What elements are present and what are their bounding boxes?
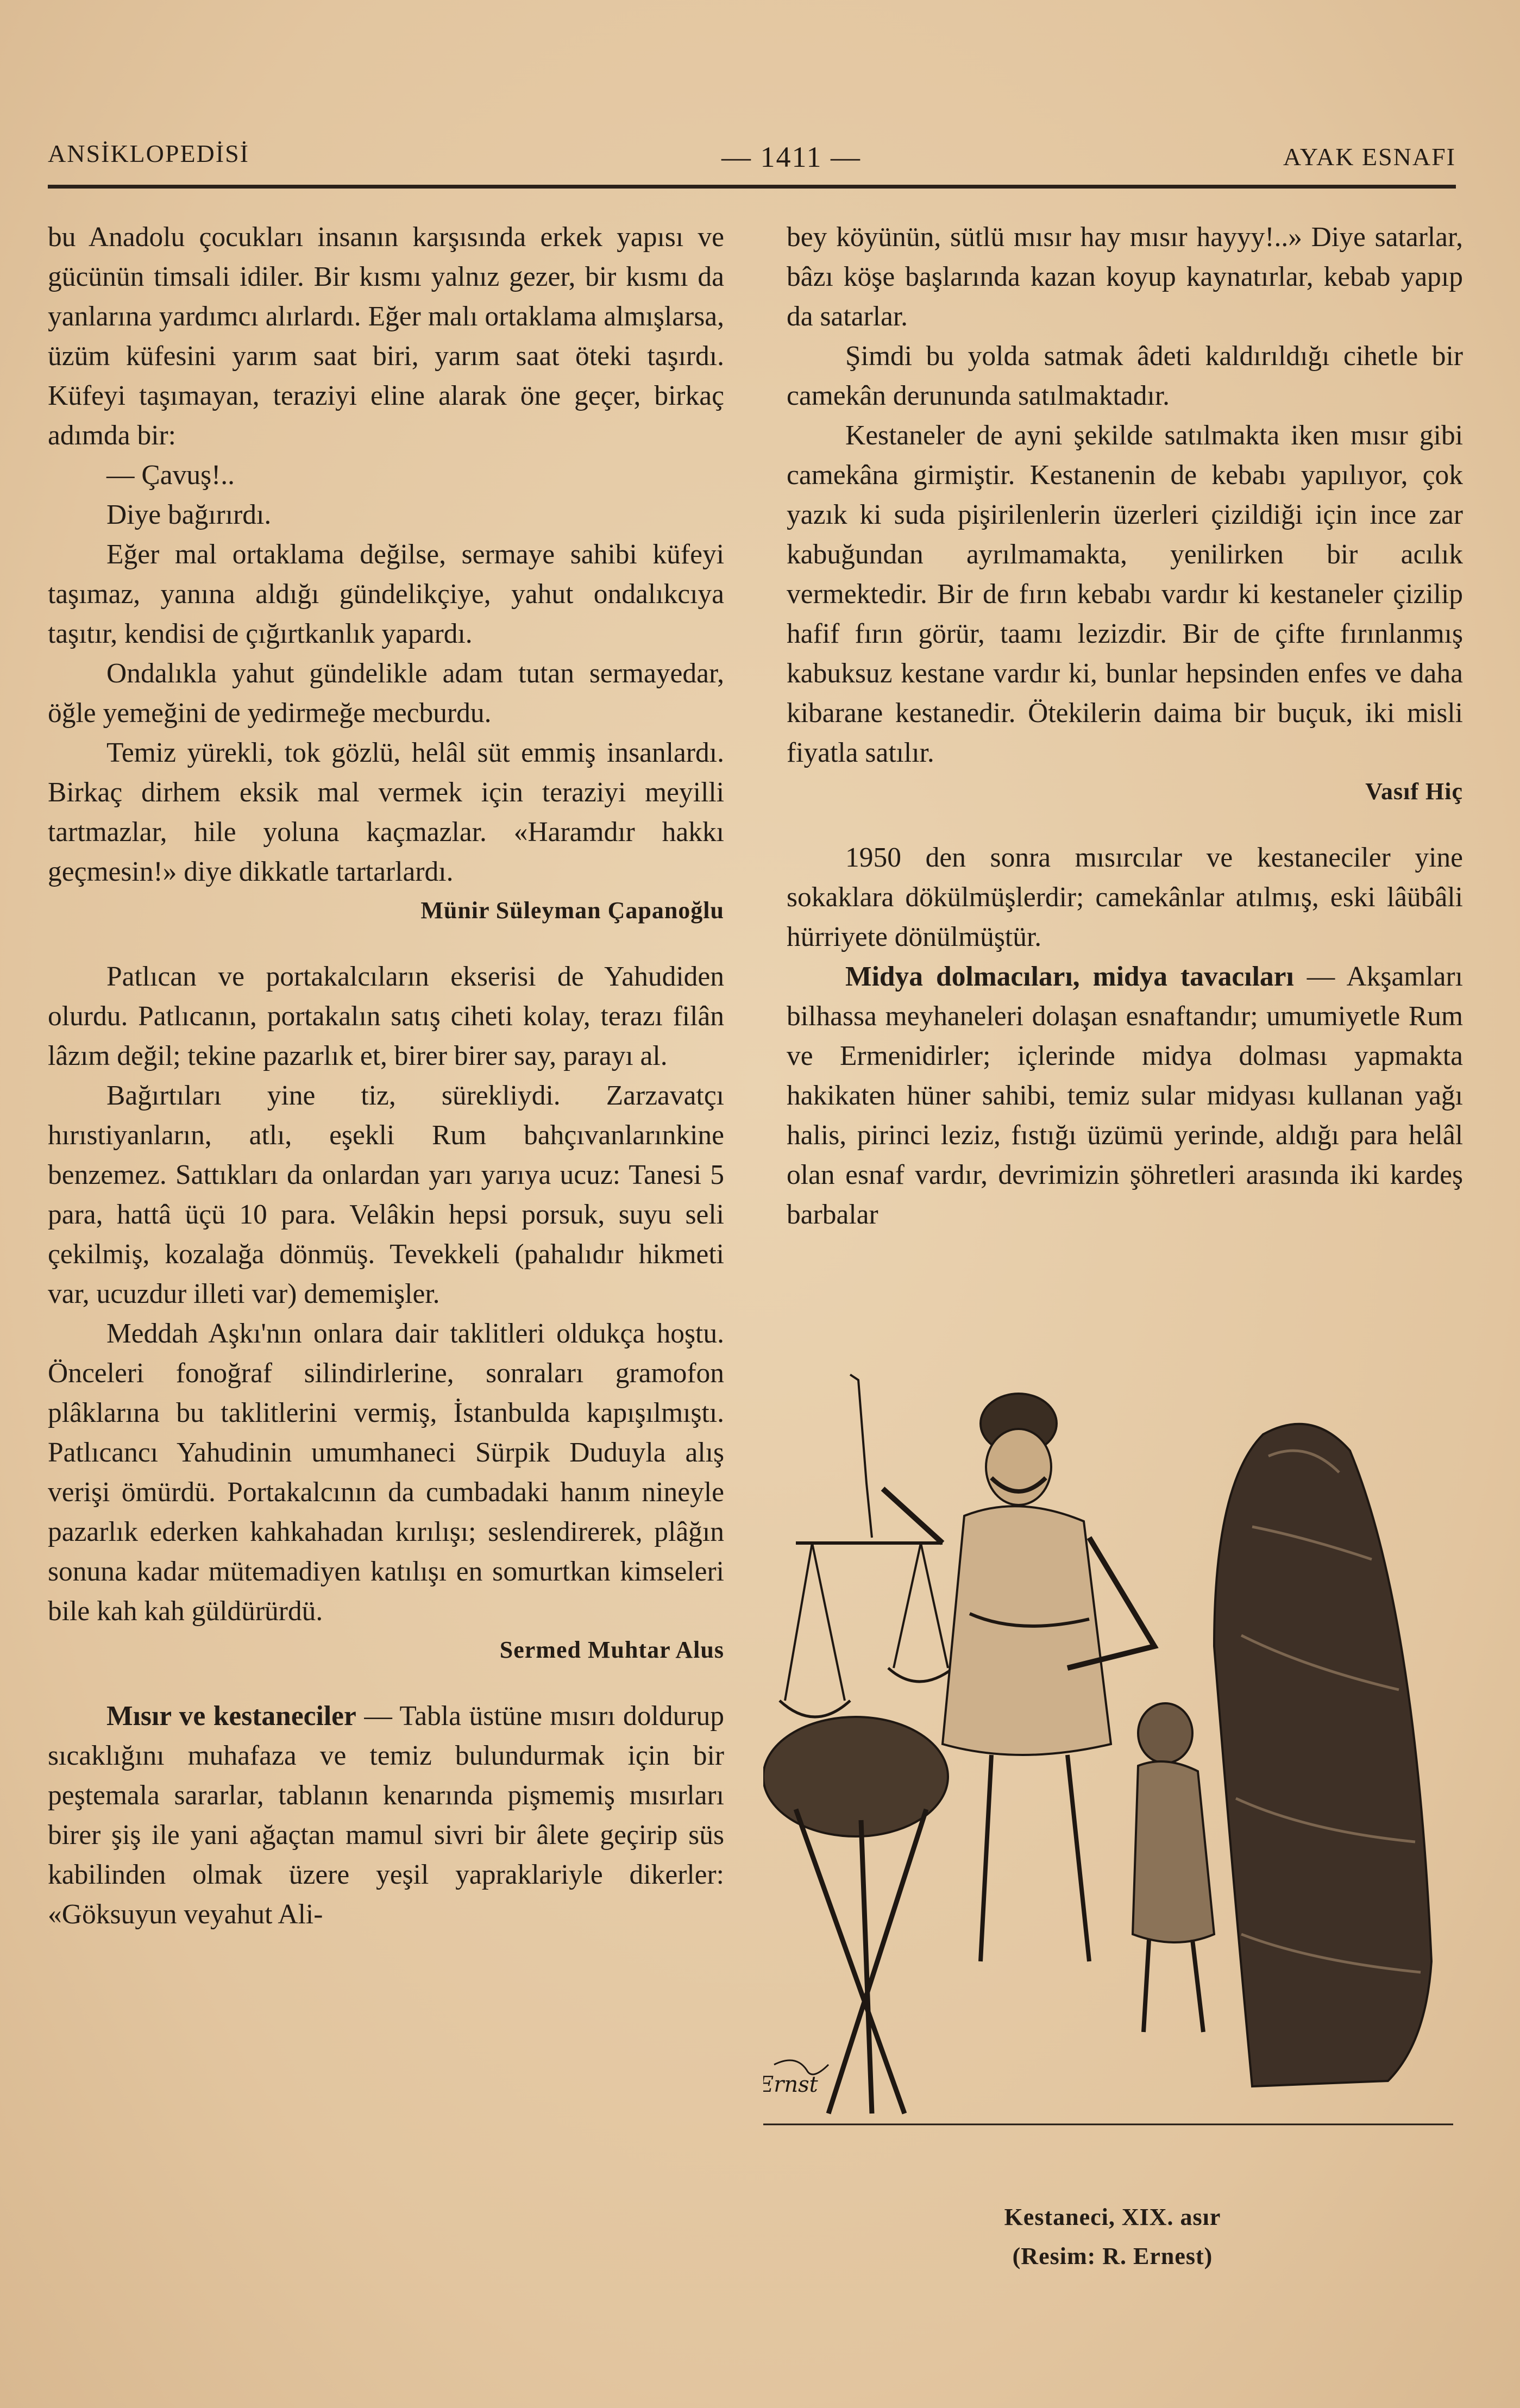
paragraph: bu Anadolu çocukları insanın karşısında erkek yapısı ve gücünün timsali idiler. Bir kısmı yalnız gezer, bir kısmı da yanlarına yardımcı alırlardı. Eğer malı ortaklama almışlarsa, üzüm küfesini yarım saat biri, yarım saat öteki taşırdı. Küfeyi taşımayan, teraziyi eline alarak öne geçer, birkaç adımda bir: xyxy=(48,222,724,451)
child-head xyxy=(1138,1703,1192,1763)
section-heading: Midya dolmacıları, midya tavacıları xyxy=(845,961,1294,992)
page-header xyxy=(48,135,1456,173)
left-column xyxy=(48,217,724,1934)
paragraph: Eğer mal ortaklama değilse, sermaye sahibi küfeyi taşımaz, yanına aldığı gündelikçiye, yahut ondalıkcıya taşıtır, kendisi de çığırtkanlık yapardı. xyxy=(48,539,724,649)
child-legs xyxy=(1144,1940,1203,2032)
header-right-title: AYAK ESNAFI xyxy=(1283,143,1456,171)
paragraph xyxy=(787,957,1463,1234)
basket-stand xyxy=(796,1809,926,2114)
section-heading: Mısır ve kestaneciler xyxy=(106,1701,356,1732)
woman-veil xyxy=(1214,1424,1431,2086)
header-left-title: ANSİKLOPEDİSİ xyxy=(48,140,249,167)
section-gap xyxy=(48,930,724,957)
section-gap xyxy=(48,1669,724,1696)
right-column xyxy=(787,217,1463,1234)
child-body xyxy=(1133,1761,1214,1942)
section-gap xyxy=(787,811,1463,838)
paragraph-text: — Akşamları bilhassa meyhaneleri dolaşan esnaftandır; umumiyetle Rum ve Ermenidirler; içlerinde midya dolması yapmakta hakikaten hüner sahibi, temiz sular midyası kullanan yağı halis, pirinci leziz, fıstığı üzümü yerinde, aldığı para helâl olan esnaf vardır, devrimizin şöhretleri arasında iki kardeş barbalar xyxy=(787,961,1463,1230)
scale-pan-left xyxy=(780,1701,850,1717)
scale-pan-right xyxy=(888,1668,953,1682)
vendor-body xyxy=(943,1506,1111,1755)
paragraph: Patlıcan ve portakalcıların ekserisi de Yahudiden olurdu. Patlıcanın, portakalın satış ciheti kolay, terazı filân lâzım değil; tekine pazarlık et, birer birer say, parayı al. xyxy=(48,961,724,1071)
author-signature: Vasıf Hiç xyxy=(1365,778,1463,805)
scale-strings xyxy=(785,1543,948,1701)
paragraph-text: — Tabla üstüne mısırı doldurup sıcaklığını muhafaza ve temiz bulundurmak için bir peştemala sararlar, tablanın kenarında pişmemiş mısırları birer şiş ile yani ağaçtan mamul sivri bir âlete geçirip süs kabilinden olmak üzere yeşil yapraklariyle dikerler: «Göksuyun veyahut Ali- xyxy=(48,1701,724,1930)
illustration-chestnut-seller xyxy=(763,1364,1453,2162)
paragraph: Temiz yürekli, tok gözlü, helâl süt emmiş insanlardı. Birkaç dirhem eksik mal vermek için teraziyi meyilli tartmazlar, hile yoluna kaçmazlar. «Haramdır hakkı geçmesin!» diye dikkatle tartarlardı. xyxy=(48,737,724,887)
artist-signature: Ernst xyxy=(763,2072,818,2097)
paragraph xyxy=(48,1696,724,1934)
paragraph: Şimdi bu yolda satmak âdeti kaldırıldığı cihetle bir camekân derununda satılmaktadır. xyxy=(787,341,1463,411)
caption-credit: (Resim: R. Ernest) xyxy=(1012,2243,1213,2269)
scale-hook xyxy=(850,1375,872,1538)
header-rule xyxy=(48,185,1456,189)
paragraph: Bağırtıları yine tiz, sürekliydi. Zarzavatçı hırıstiyanların, atlı, eşekli Rum bahçıvanlarınkine benzemez. Sattıkları da onlardan yarı yarıya ucuz: Tanesi 5 para, hattâ üçü 10 para. Velâkin hepsi porsuk, suyu seli çekilmiş, kozalağa dönmüş. Tevekkeli (pahalıdır hikmeti var, ucuzdur illeti var) dememişler. xyxy=(48,1080,724,1309)
author-signature: Münir Süleyman Çapanoğlu xyxy=(420,897,724,924)
paragraph: Diye bağırırdı. xyxy=(106,499,272,530)
caption-title: Kestaneci, XIX. asır xyxy=(1004,2204,1221,2230)
paragraph: 1950 den sonra mısırcılar ve kestaneciler yine sokaklara dökülmüşlerdir; camekânlar atılmış, eski lâübâli hürriyete dönülmüştür. xyxy=(787,842,1463,952)
figure-caption xyxy=(787,2198,1439,2276)
chestnut-basket xyxy=(763,1717,948,1836)
paragraph: — Çavuş!.. xyxy=(106,460,235,491)
vendor-legs xyxy=(981,1755,1089,1961)
paragraph: Ondalıkla yahut gündelikle adam tutan sermayedar, öğle yemeğini de yedirmeğe mecburdu. xyxy=(48,658,724,729)
page-number: — 1411 — xyxy=(721,141,861,173)
author-signature: Sermed Muhtar Alus xyxy=(499,1636,724,1663)
paragraph: bey köyünün, sütlü mısır hay mısır hayyy!..» Diye satarlar, bâzı köşe başlarında kazan koyup kaynatırlar, kebab yapıp da satarlar. xyxy=(787,222,1463,332)
paragraph: Kestaneler de ayni şekilde satılmakta iken mısır gibi camekâna girmiştir. Kestanenin de kebabı yapılıyor, çok yazık ki suda pişirilenlerin üzerleri çizildiği için ince zar kabuğundan ayrılmamakta, yenilirken bir acılık vermektedir. Bir de fırın kebabı vardır ki kestaneler çizilip hafif fırın görür, taamı lezizdir. Bir de çifte fırınlanmış kabuksuz kestane vardır ki, bunlar hepsinden enfes ve daha kibarane kestanedir. Ötekilerin daima bir buçuk, iki misli fiyatla satılır. xyxy=(787,420,1463,768)
paragraph: Meddah Aşkı'nın onlara dair taklitleri oldukça hoştu. Önceleri fonoğraf silindirlerine, sonraları gramofon plâklarına bu taklitlerini vermiş, İstanbulda kapışılmıştı. Patlıcancı Yahudinin umumhaneci Sürpik Duduyla alış verişi ömürdü. Portakalcının da cumbadaki hanım nineyle pazarlık ederken kahkahadan kırılışı; seslendirerek, plâğın sonuna kadar mütemadiyen katılışı en somurtkan kimseleri bile kah kah güldürürdü. xyxy=(48,1318,724,1627)
illustration-drawing xyxy=(763,1364,1453,2162)
